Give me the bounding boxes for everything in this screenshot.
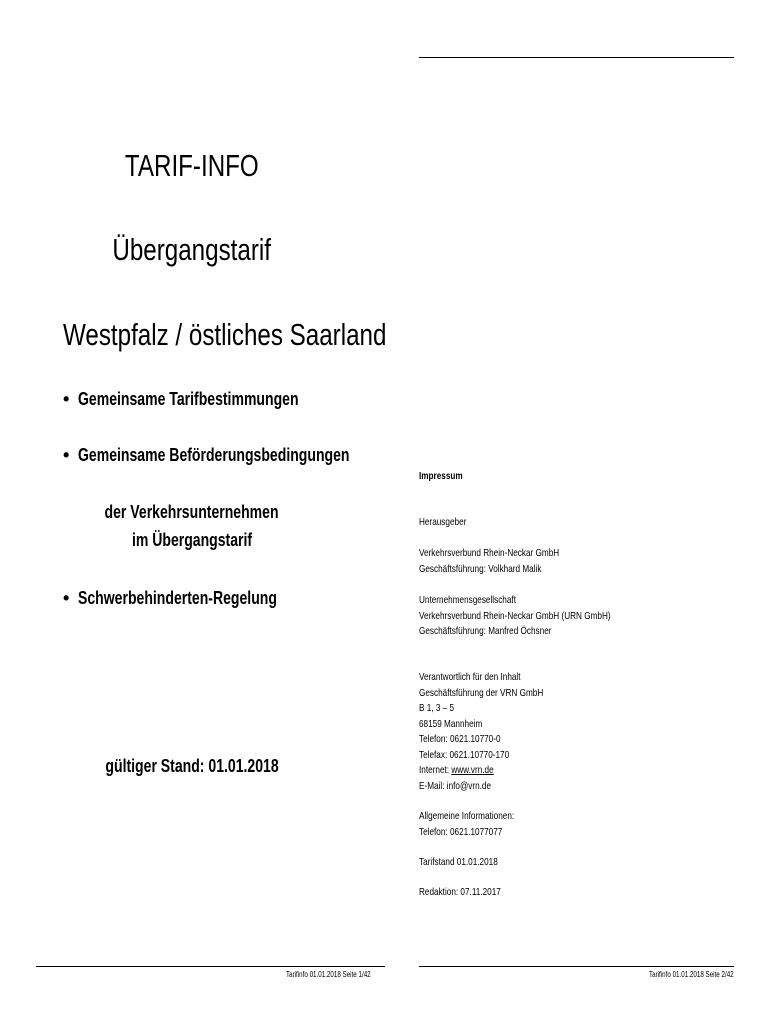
unternehmen-block: Unternehmensgesellschaft Verkehrsverbund Rhein-Neckar GmbH (URN GmbH) Geschäftsführung: Manfred Öchsner <box>419 594 611 637</box>
internet-label: Internet: <box>419 764 452 776</box>
sub-line-verkehrsunternehmen: der Verkehrsunternehmen <box>104 502 280 522</box>
sub-line-uebergangstarif: im Übergangstarif <box>131 530 253 550</box>
right-header-rule <box>419 57 734 58</box>
tarifstand: Tarifstand 01.01.2018 <box>419 856 498 868</box>
document-subtitle: Übergangstarif <box>112 232 272 267</box>
herausgeber-label: Herausgeber <box>419 516 467 528</box>
bullet-item-befoerderungsbedingungen: • Gemeinsame Beförderungsbedingungen <box>63 445 350 465</box>
bullet-icon: • <box>63 588 70 608</box>
allgemein-block: Allgemeine Informationen: Telefon: 0621.1077077 <box>419 810 515 838</box>
bullet-item-schwerbehinderten: • Schwerbehinderten-Regelung <box>63 588 277 608</box>
bullet-icon: • <box>63 389 70 409</box>
validity-date: gültiger Stand: 01.01.2018 <box>105 756 279 776</box>
website-link[interactable]: www.vrn.de <box>451 764 494 776</box>
email-line: E-Mail: info@vrn.de <box>419 779 492 792</box>
herausgeber-block: Verkehrsverbund Rhein-Neckar GmbH Geschäftsführung: Volkhard Malik <box>419 547 560 575</box>
left-footer: Tarifinfo 01.01.2018 Seite 1/42 <box>286 970 371 979</box>
region-heading: Westpfalz / östliches Saarland <box>63 317 387 352</box>
verantwortlich-block: Verantwortlich für den Inhalt Geschäftsführung der VRN GmbH B 1, 3 – 5 68159 Mannheim Telefon: 0621.10770-0 Telefax: 0621.10770-170 Internet: www.vrn.de E-Mail: info@vrn.de <box>419 670 578 794</box>
bullet-item-tarifbestimmungen: • Gemeinsame Tarifbestimmungen <box>63 389 299 409</box>
redaktion: Redaktion: 07.11.2017 <box>419 886 501 898</box>
right-footer-rule <box>419 966 734 967</box>
bullet-icon: • <box>63 445 70 465</box>
left-footer-rule <box>36 966 385 967</box>
right-footer: Tarifinfo 01.01.2018 Seite 2/42 <box>649 970 734 979</box>
document-title: TARIF-INFO <box>125 148 259 183</box>
impressum-heading: Impressum <box>419 470 463 482</box>
